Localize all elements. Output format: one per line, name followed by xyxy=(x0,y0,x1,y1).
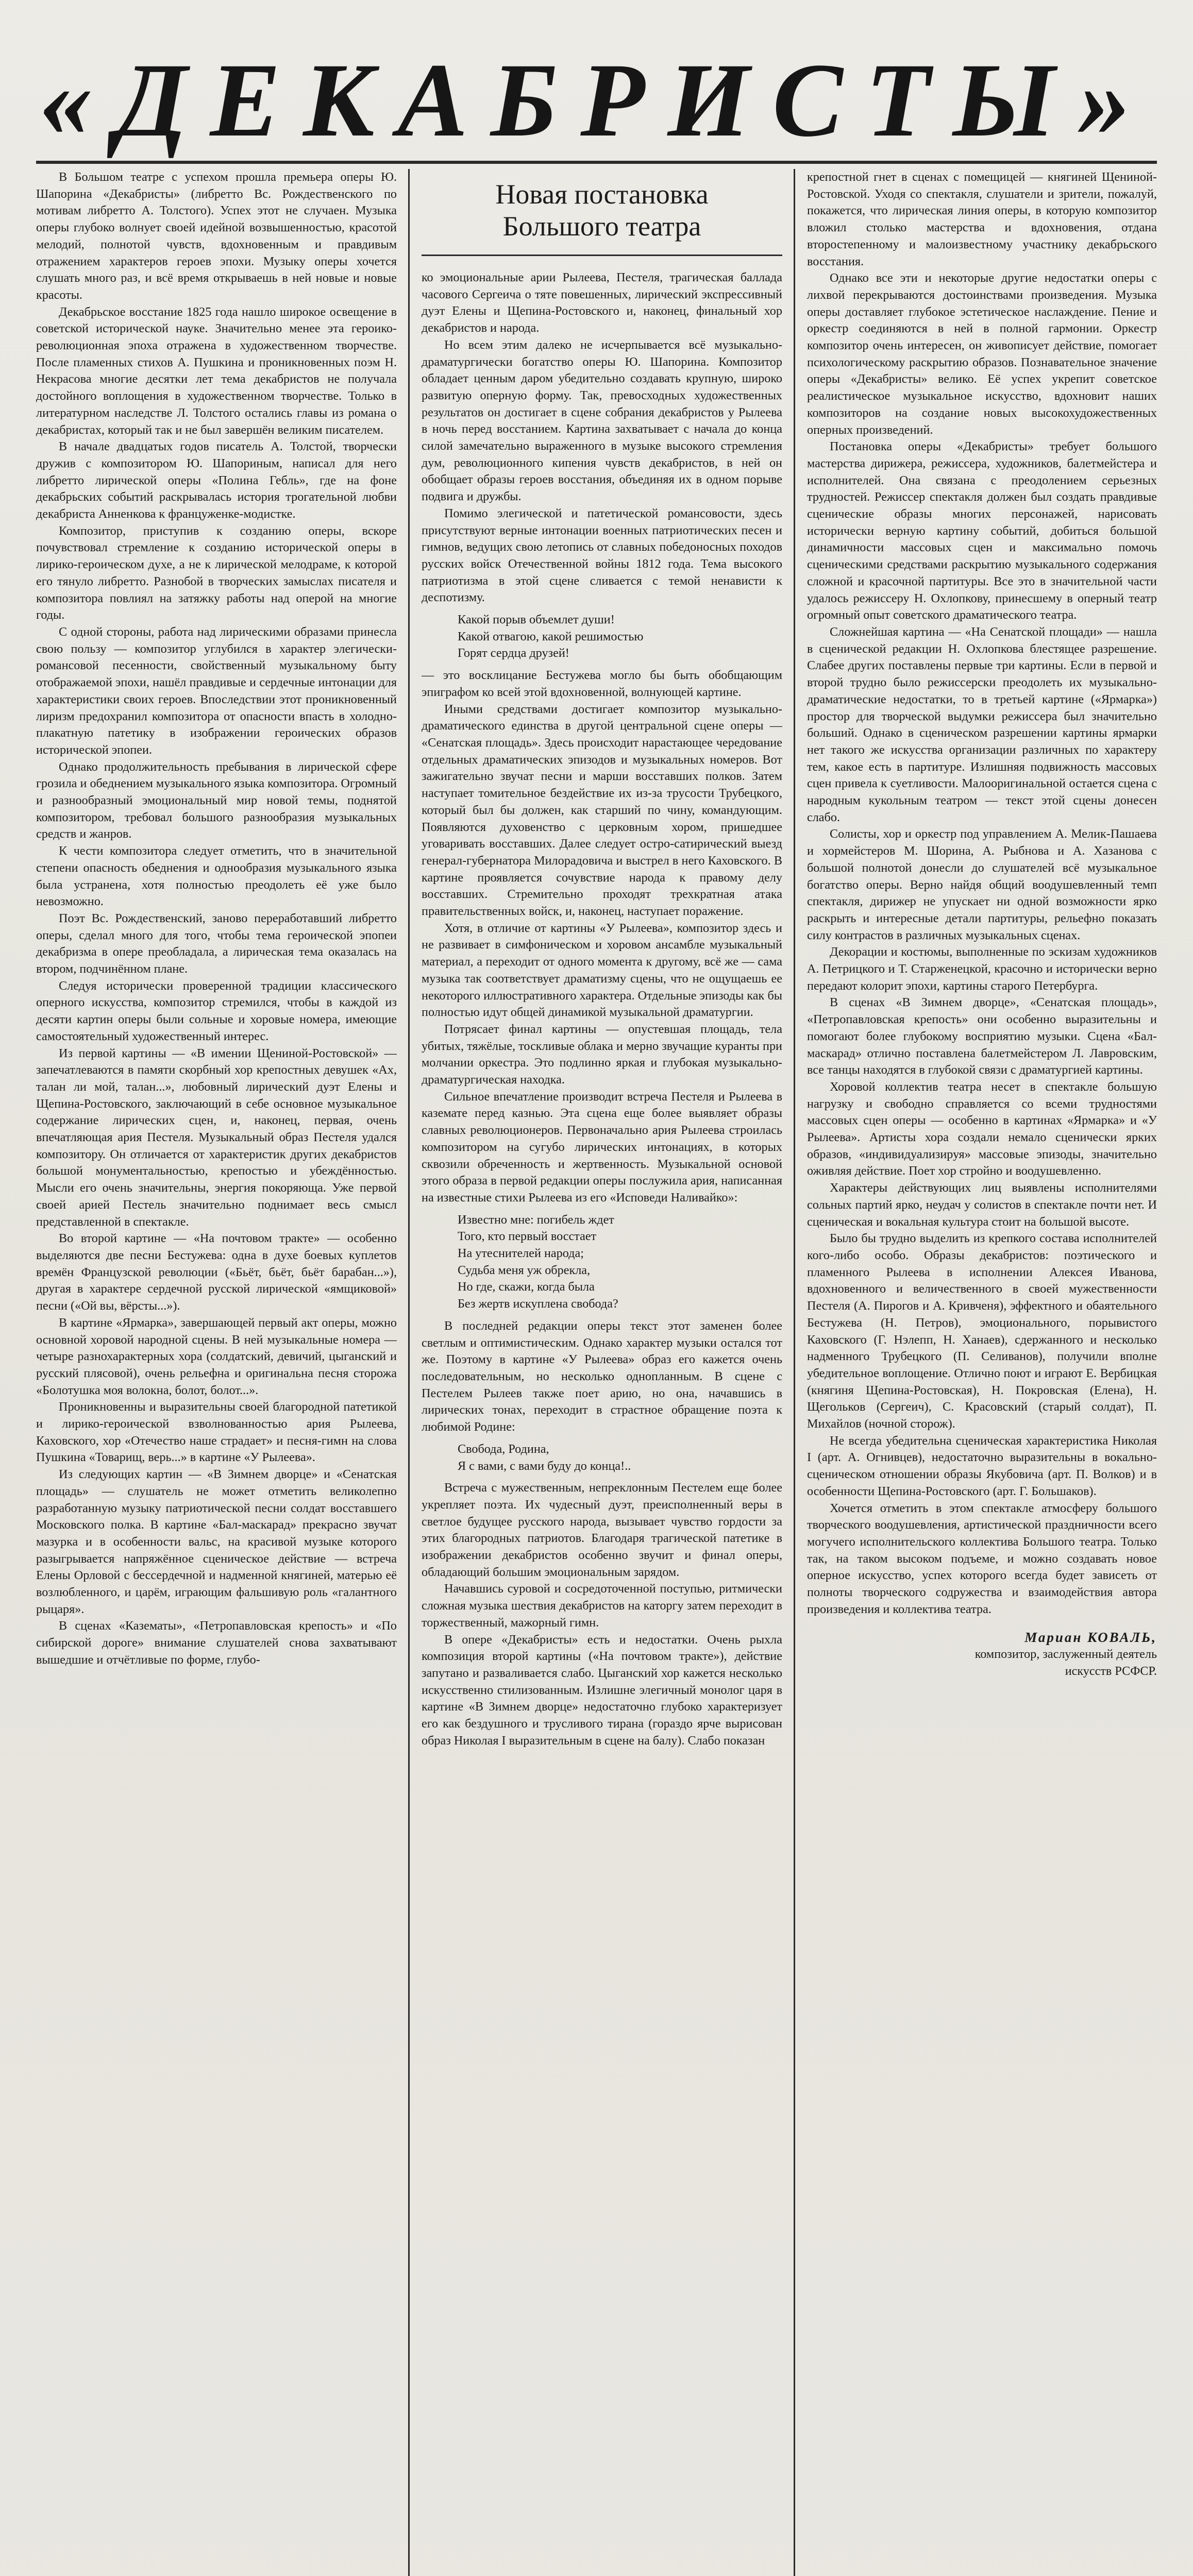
poem-line: Известно мне: погибель ждет xyxy=(458,1212,614,1227)
paragraph: Иными средствами достигает композитор музыкально-драматического единства в другой центральной сцене оперы — «Сенатская площадь». Здесь происходит нарастающее чередование отдельных драматических эпизодов и музыкальных номеров. Вот зажигательно звучат песни и марши восставших полков. Затем наступает томительное бездействие их из-за трусости Трубецкого, который был бы должен, как старший по чину, командующим. Появляются духовенство с церковным хором, пришедшее уговаривать восставших. Далее следует остро-сатирический выезд генерал-губернатора Милорадовича и выстрел в него Каховского. В картине проявляется сочувствие народа к правому делу восставших. Стремительно проходят трехкратная атака правительственных войск, и, наконец, наступает поражение. xyxy=(422,702,782,919)
paragraph: Поэт Вс. Рождественский, заново переработавший либретто оперы, сделал много для того, чтобы тема героической эпопеи декабризма в опере преобладала, а лирическая тема оказалась на втором, подчинённом плане. xyxy=(36,911,397,976)
poem-quote xyxy=(458,1212,782,1313)
poem-line: На утеснителей народа; xyxy=(458,1246,584,1261)
paragraph: Однако все эти и некоторые другие недостатки оперы с лихвой перекрываются достоинствами произведения. Музыка оперы доставляет глубокое эстетическое наслаждение. Пение и оркестр соединяются в ней в полной гармонии. Оркестр композитор очень интересен, он живописует действие, помогает психологическому раскрытию образов. Познавательное значение оперы «Декабристы» велико. Её успех укрепит советское реалистическое музыкальное искусство, вдохновит наших композиторов на создание новых высокохудожественных оперных произведений. xyxy=(807,271,1157,437)
paragraph: Хотя, в отличие от картины «У Рылеева», композитор здесь и не развивает в симфоническом и хоровом ансамбле музыкальный материал, а переходит от одного момента к другому, всё же — сама музыка так соответствует драматизму сцены, что не ощущаешь ее некоторого иллюстративного характера. Отдельные эпизоды как бы полностью идут общей динамикой музыкальной драматургии. xyxy=(422,921,782,1020)
article-subtitle xyxy=(422,169,782,256)
author-title: композитор, заслуженный деятель xyxy=(974,1647,1157,1662)
article-body xyxy=(36,169,1157,2576)
column-3 xyxy=(807,169,1157,2576)
paragraph: Однако продолжительность пребывания в лирической сфере грозила и обеднением музыкального языка композитора. Огромный и разнообразный эмоциональный мир новой темы, поднятой композитором, требовал большого разнообразия музыкальных средств и жанров. xyxy=(36,759,397,841)
paragraph: Композитор, приступив к созданию оперы, вскоре почувствовал стремление к созданию исторической оперы в лирико-героическом духе, а не к лирической мелодраме, к которой его тянуло либретто. Разнобой в творческих замыслах писателя и композитора повлиял на затяжку работы над оперой на многие годы. xyxy=(36,523,397,622)
paragraph: Постановка оперы «Декабристы» требует большого мастерства дирижера, режиссера, художников, балетмейстера и исполнителей. Она связана с преодолением серьезных трудностей. Режиссер спектакля должен был создать правдивые сценические образы многих персонажей, нарисовать исторически верную картину событий, добиться большой динамичности массовых сцен и максимально помочь сценическими средствами раскрытию музыкального содержания сложной и красочной партитуры. Все это в значительной части удалось режиссеру Н. Охлопкову, принесшему в оперный театр огромный опыт советского драматического театра. xyxy=(807,439,1157,622)
paragraph: Декорации и костюмы, выполненные по эскизам художников А. Петрицкого и Т. Старженецкой, красочно и исторически верно передают колорит эпохи, картины старого Петербурга. xyxy=(807,945,1157,993)
paragraph: — это восклицание Бестужева могло бы быть обобщающим эпиграфом ко всей этой вдохновенной, волнующей картине. xyxy=(422,668,782,699)
paragraph: В опере «Декабристы» есть и недостатки. Очень рыхла композиция второй картины («На почтовом тракте»), действие запутано и разваливается слабо. Цыганский хор кажется несколько искусственно стилизованным. Излишне элегичный монолог царя в картине «В Зимнем дворце» недостаточно глубоко характеризует его как бездушного и трусливого тирана (гораздо ярче вырисован образ Николая I выразительным в сцене на балу). Слабо показан xyxy=(422,1632,782,1748)
subtitle-line: Новая постановка xyxy=(495,179,709,210)
title-rule xyxy=(36,161,1157,164)
paragraph: крепостной гнет в сценах с помещицей — княгиней Щениной-Ростовской. Уходя со спектакля, слушатели и зрители, пожалуй, покажется, что лирическая линия оперы, в которую композитор вложил столько мастерства и вдохновения, отдана второстепенному и малоизвестному участнику декабрьского восстания. xyxy=(807,170,1157,268)
paragraph: К чести композитора следует отметить, что в значительной степени опасность обеднения и однообразия музыкального языка была устранена, хотя полностью преодолеть её уже было невозможно. xyxy=(36,844,397,909)
column-divider xyxy=(794,169,795,2576)
poem-line: Без жертв искуплена свобода? xyxy=(458,1297,618,1311)
paragraph: Во второй картине — «На почтовом тракте» — особенно выделяются две песни Бестужева: одна в духе боевых куплетов времён Французской революции («Бьёт, бьёт, бьёт барабан...»), другая в характере сердечной русской лирической «ямщиковой» песни («Ой вы, вёрсты...»). xyxy=(36,1231,397,1313)
poem-line: Какой отвагою, какой решимостью xyxy=(458,629,644,643)
paragraph: В картине «Ярмарка», завершающей первый акт оперы, можно основной хоровой народной сцены. В ней музыкальные номера — четыре разнохарактерных хора (солдатский, девичий, цыганский и русский плясовой), очень рельефна и оригинальна песня сторожа «Болотушка моя волокна, болот, болот...». xyxy=(36,1315,397,1397)
paragraph: В сценах «Казематы», «Петропавловская крепость» и «По сибирской дороге» внимание слушателей снова захватывают вышедшие и отчётливые по форме, глубо- xyxy=(36,1619,397,1667)
paragraph: Потрясает финал картины — опустевшая площадь, тела убитых, тяжёлые, тоскливые облака и мерно звучащие куранты при молчании оркестра. Это подлинно яркая и глубокая музыкально-драматургическая находка. xyxy=(422,1022,782,1087)
paragraph: В Большом театре с успехом прошла премьера оперы Ю. Шапорина «Декабристы» (либретто Вс. Рождественского по мотивам либретто А. Толстого). Успех этот не случаен. Музыка оперы глубоко волнует своей идейной возвышенностью, красотой мелодий, полнотой чувств, вдохновенным и правдивым отражением характеров героев эпохи. Музыку оперы хочется слушать много раз, и всё время открываешь в ней новые и новые красоты. xyxy=(36,170,397,302)
paragraph: Не всегда убедительна сценическая характеристика Николая I (арт. А. Огнивцев), недостаточно выразительны в вокально-сценическом отношении образы Якубовича (арт. П. Волков) и в особенности Щепина-Ростовского (арт. Г. Большаков). xyxy=(807,1433,1157,1498)
poem-line: Горят сердца друзей! xyxy=(458,646,569,660)
paragraph: Начавшись суровой и сосредоточенной поступью, ритмически сложная музыка шествия декабристов на каторгу затем переходит в торжественный, мажорный гимн. xyxy=(422,1582,782,1630)
paragraph: Следуя исторически проверенной традиции классического оперного искусства, композитор стремился, чтобы в каждой из десяти картин оперы были сольные и хоровые номера, имеющие самостоятельный художественный интерес. xyxy=(36,978,397,1043)
paragraph: Характеры действующих лиц выявлены исполнителями сольных партий ярко, неудач у солистов в спектакле почти нет. И сценическая и вокальная культура стоит на большой высоте. xyxy=(807,1181,1157,1229)
paragraph: В начале двадцатых годов писатель А. Толстой, творчески дружив с композитором Ю. Шапориным, написал для него либретто лирической оперы «Полина Гебль», где на фоне декабрьских событий раскрывалась история трогательной любви декабриста Анненкова к француженке-модистке. xyxy=(36,439,397,521)
poem-line: Того, кто первый восстает xyxy=(458,1229,597,1244)
author-signature xyxy=(807,1629,1157,1680)
paragraph: Сильное впечатление производит встреча Пестеля и Рылеева в каземате перед казнью. Эта сцена еще более выявляет образы славных революционеров. Первоначально ария Рылеева строилась композитором на сугубо лирических интонациях, в которых сквозили обреченность и жертвенность. Музыкальной основой этого образа в первой редакции оперы послужила ария, написанная на известные стихи Рылеева из его «Исповеди Наливайко»: xyxy=(422,1089,782,1205)
paragraph: Помимо элегической и патетической романсовости, здесь присутствуют верные интонации военных патриотических песен и гимнов, ведущих свою летопись от славных победоносных походов русских войск Отечественной войны 1812 года. Тема высокого патриотизма в этой сцене сливается с темой ненависти к деспотизму. xyxy=(422,506,782,605)
column-1 xyxy=(36,169,397,2576)
paragraph: Хочется отметить в этом спектакле атмосферу большого творческого воодушевления, артистической праздничности всего могучего исполнительского коллектива Большого театра. Только так, на таком высоком подъеме, и можно создавать новое оперное искусство, успех которого всегда будет зависеть от полноты творческого содружества и взаимодействия автора произведения и коллектива театра. xyxy=(807,1501,1157,1616)
paragraph: Встреча с мужественным, непреклонным Пестелем еще более укрепляет поэта. Их чудесный дуэт, преисполненный веры в светлое будущее русского народа, вызывает чувство гордости за этих благородных патриотов. Благодаря трагической патетике в изображении декабристов особенно звучит и финал оперы, обладающий большим эмоциональным зарядом. xyxy=(422,1481,782,1579)
paragraph: Сложнейшая картина — «На Сенатской площади» — нашла в сценической редакции Н. Охлопкова блестящее разрешение. Слабее других поставлены первые три картины. Если в первой и второй трудно было режиссерски преодолеть их музыкально-драматические недостатки, то в третьей картине («Ярмарка») простор для творческой выдумки режиссера был значительно больший. Однако в сценическом разрешении картины ярмарки нет такого же искусства организации различных по характеру тем, какое есть в партитуре. Излишняя подвижность массовых сцен привела к суетливости. Малооригинальной остается сцена с народным кукольным театром — текст этой сцены донесен слабо. xyxy=(807,624,1157,824)
paragraph: Солисты, хор и оркестр под управлением А. Мелик-Пашаева и хормейстеров М. Шорина, А. Рыбнова и А. Хазанова с большой полнотой донесли до слушателей всё музыкальное богатство оперы. Верно найдя общий воодушевленный темп спектакля, дирижер не упускает ни одной возможности ярко раскрыть и интересные детали партитуры, рельефно показать силу контрастов в различных музыкальных сценах. xyxy=(807,827,1157,942)
poem-quote xyxy=(458,1441,782,1475)
paragraph: Но всем этим далеко не исчерпывается всё музыкально-драматургически богатство оперы Ю. Шапорина. Композитор обладает ценным даром убедительно создавать крупную, широко развитую оперную форму. Так, превосходных художественных результатов он достигает в сцене собрания декабристов у Рылеева в ночь перед восстанием. Картина захватывает с начала до конца силой замечательно выраженного в музыке высокого стремления дум, революционного кипения чувств декабристов, в ней он обобщает образы героев восстания, объединяя их в одном порыве подвига и дружбы. xyxy=(422,337,782,504)
paragraph: Проникновенны и выразительны своей благородной патетикой и лирико-героической взволнованностью ария Рылеева, Каховского, хор «Отечество наше страдает» и песня-гимн на слова Пушкина «Товарищ, верь...» в картине «У Рылеева». xyxy=(36,1400,397,1465)
author-title: искусств РСФСР. xyxy=(1065,1664,1157,1678)
poem-line: Свобода, Родина, xyxy=(458,1442,549,1456)
paragraph: В последней редакции оперы текст этот заменен более светлым и оптимистическим. Однако характер музыки остался тот же. Поэтому в картине «У Рылеева» образ его кажется очень последовательным, но несколько однопланным. В сцене с Пестелем Рылеев также поет арию, но она, начавшись в лирических тонах, переходит в страстное обращение поэта к любимой Родине: xyxy=(422,1318,782,1434)
poem-line: Но где, скажи, когда была xyxy=(458,1280,595,1294)
paragraph: Декабрьское восстание 1825 года нашло широкое освещение в советской исторической науке. Значительно менее эта героико-революционная эпоха отражена в художественном творчестве. После пламенных стихов А. Пушкина и проникновенных поэм Н. Некрасова многие десятки лет тема декабристов не получала достойного воплощения в художественном творчестве. Только в литературном наследстве Л. Толстого остались главы из романа о декабристах, который так и не был завершён великим писателем. xyxy=(36,304,397,437)
poem-line: Какой порыв объемлет души! xyxy=(458,613,615,627)
paragraph: Из первой картины — «В имении Щениной-Ростовской» — запечатлеваются в памяти скорбный хор крепостных девушек «Ах, талан ли мой, талан...», любовный лирический дуэт Елены и Щепина-Ростовского, заключающий в себе основное музыкальное содержание лирических сцен, и, наконец, первая, очень впечатляющая ария Пестеля. Музыкальный образ Пестеля удался композитору. Он отличается от характеристик других декабристов большой монументальностью, крепостью и убеждённостью. Мысли его очень значительны, энергия покоряюща. Уже первой своей арией Пестель значительно поднимает весь смысл представленной в спектакле. xyxy=(36,1046,397,1229)
paragraph: Было бы трудно выделить из крепкого состава исполнителей кого-либо особо. Образы декабристов: поэтического и пламенного Рылеева в исполнении Алексея Иванова, вдохновенного и величественного в своей мужественности Пестеля (А. Пирогов и А. Кривченя), эффектного и обаятельного Бестужева (Н. Петров), эмоционального, порывистого Каховского (Г. Нэлепп, Н. Ханаев), сдержанного и несколько надменного Трубецкого (П. Селиванов), получили вполне убедительное воплощение. Отлично поют и играют Е. Вербицкая (княгиня Щепина-Ростовская), Н. Покровская (Елена), Н. Щегольков (Сергеич), С. Красовский (старый солдат), П. Михайлов (ночной сторож). xyxy=(807,1231,1157,1431)
column-divider xyxy=(408,169,410,2576)
poem-quote xyxy=(458,612,782,662)
article-title: «ДЕКАБРИСТЫ» xyxy=(39,42,1154,159)
paragraph: В сценах «В Зимнем дворце», «Сенатская площадь», «Петропавловская крепость» они особенно выразительны и помогают более глубокому восприятию музыки. Сцена «Бал-маскарад» отлично поставлена балетмейстером Л. Лавровским, все танцы находятся в глубокой связи с драматургией картины. xyxy=(807,995,1157,1077)
poem-line: Я с вами, с вами буду до конца!.. xyxy=(458,1459,631,1473)
author-name: Мариан КОВАЛЬ, xyxy=(1024,1630,1157,1646)
poem-line: Судьба меня уж обрекла, xyxy=(458,1263,591,1277)
column-2 xyxy=(422,169,782,2576)
paragraph: Хоровой коллектив театра несет в спектакле большую нагрузку и свободно справляется со всеми трудностями массовых сцен оперы — особенно в картинах «Ярмарка» и «У Рылеева». Артисты хора создали немало сценически ярких образов, «индивидуализируя» массовые эпизоды, значительно оживляя действие. Поет хор стройно и воодушевленно. xyxy=(807,1079,1157,1178)
paragraph: Из следующих картин — «В Зимнем дворце» и «Сенатская площадь» — слушатель не может отметить великолепно разработанную музыку патриотической песни солдат восставшего Московского полка. В картине «Бал-маскарад» прекрасно звучат мазурка и в особенности вальс, на красивой музыке которого разыгрывается напряжённое сценическое действие — встреча Елены Орловой с бессердечной и надменной княгиней, матерью её возлюбленного, и царём, играющим фальшивую роль «галантного рыцаря». xyxy=(36,1467,397,1616)
paragraph: С одной стороны, работа над лирическими образами принесла свою пользу — композитор углубился в характер элегически-романсовой песенности, свойственный музыкальному быту отображаемой эпохи, нашёл правдивые и сердечные интонации для характеристики своих героев. Впоследствии этот проникновенный лиризм предохранил композитора от опасности впасть в холодно-плакатную патетику в изображении героических образов исторической эпопеи. xyxy=(36,624,397,757)
paragraph: ко эмоциональные арии Рылеева, Пестеля, трагическая баллада часового Сергеича о тяте повешенных, лирический экспрессивный дуэт Елены и Щепина-Ростовского и, наконец, финальный хор декабристов и народа. xyxy=(422,270,782,335)
subtitle-line: Большого театра xyxy=(502,211,701,242)
